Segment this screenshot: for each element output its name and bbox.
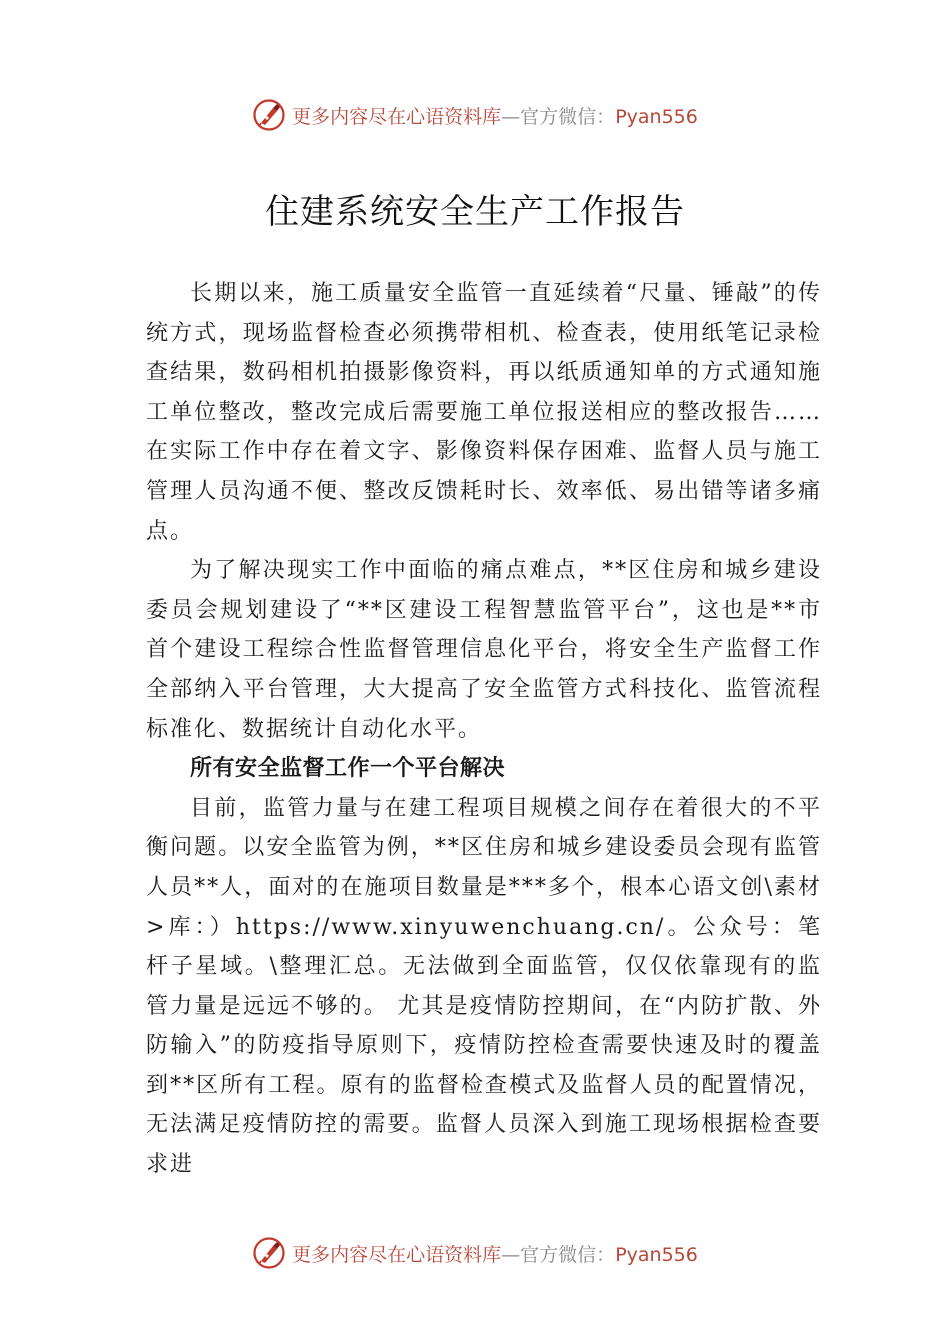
banner-wechat-id: Pyan556 xyxy=(615,1243,698,1266)
banner-wechat-label: 官方微信： xyxy=(520,1243,616,1266)
document-body xyxy=(146,274,822,1185)
banner-wechat-label: 官方微信： xyxy=(520,105,616,128)
banner-text xyxy=(292,102,698,129)
document-title: 住建系统安全生产工作报告 xyxy=(265,192,685,232)
paragraph-3: 目前，监管力量与在建工程项目规模之间存在着很大的不平衡问题。以安全监管为例，**区住房和城乡建设委员会现有监管人员**人，面对的在施项目数量是***多个，根本心语文创\素材>库：）https://www.xinyuwenchuang.cn/。公众号：笔杆子星域。\整理汇总。无法做到全面监管，仅仅依靠现有的监管力量是远远不够的。 尤其是疫情防控期间，在“内防扩散、外防输入”的防疫指导原则下，疫情防控检查需要快速及时的覆盖到**区所有工程。原有的监督检查模式及监督人员的配置情况，无法满足疫情防控的需要。监督人员深入到施工现场根据检查要求进 xyxy=(146,795,822,1178)
pen-nib-logo-icon xyxy=(252,98,286,132)
pen-nib-logo-icon xyxy=(252,1236,286,1270)
footer-banner xyxy=(0,1233,950,1273)
section-heading: 所有安全监督工作一个平台解决 xyxy=(190,756,506,782)
banner-separator: — xyxy=(501,1243,521,1266)
banner-slogan: 更多内容尽在心语资料库 xyxy=(292,1243,502,1266)
paragraph-2: 为了解决现实工作中面临的痛点难点，**区住房和城乡建设委员会规划建设了“**区建设工程智慧监管平台”，这也是**市首个建设工程综合性监督管理信息化平台，将安全生产监督工作全部纳入平台管理，大大提高了安全监管方式科技化、监管流程标准化、数据统计自动化水平。 xyxy=(146,558,822,742)
banner-wechat-id: Pyan556 xyxy=(615,105,698,128)
banner-separator: — xyxy=(501,105,521,128)
banner-text xyxy=(292,1240,698,1267)
paragraph-1: 长期以来，施工质量安全监管一直延续着“尺量、锤敲”的传统方式，现场监督检查必须携带相机、检查表，使用纸笔记录检查结果，数码相机拍摄影像资料，再以纸质通知单的方式通知施工单位整改，整改完成后需要施工单位报送相应的整改报告……在实际工作中存在着文字、影像资料保存困难、监督人员与施工管理人员沟通不便、整改反馈耗时长、效率低、易出错等诸多痛点。 xyxy=(146,281,822,544)
header-banner xyxy=(0,95,950,135)
banner-slogan: 更多内容尽在心语资料库 xyxy=(292,105,502,128)
